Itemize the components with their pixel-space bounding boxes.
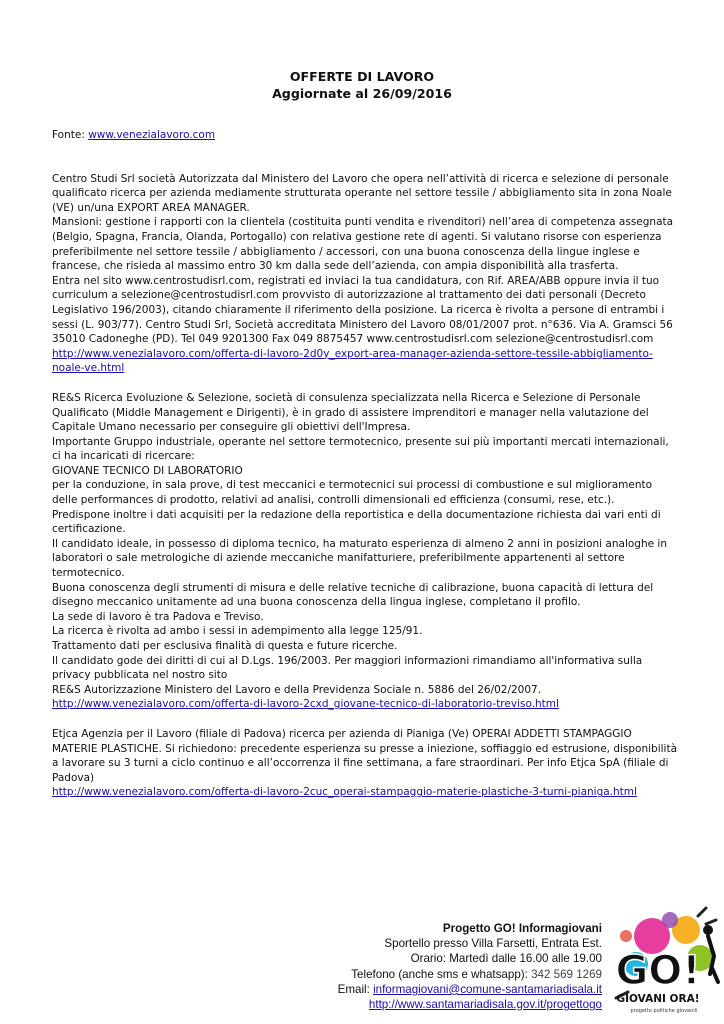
page-title: OFFERTE DI LAVORO	[289, 69, 435, 84]
footer-website-link[interactable]: http://www.santamariadisala.gov.it/progettogo	[368, 998, 602, 1012]
logo-go-text: GO!	[615, 948, 701, 994]
footer-phone-label: Telefono (anche sms e whatsapp):	[351, 967, 528, 981]
offer-paragraph: RE&S Autorizzazione Ministero del Lavoro e della Previdenza Sociale n. 5886 del 26/02/2007.	[52, 683, 542, 696]
offer-paragraph: Buona conoscenza degli strumenti di misura e delle relative tecniche di calibrazione, buona capacità di lettura del disegno meccanico unitamente ad una buona conoscenza della lingua inglese, completano il profilo.	[52, 581, 654, 609]
footer-email-line	[338, 982, 602, 997]
offer-paragraph: Importante Gruppo industriale, operante nel settore termotecnico, presente sui più importanti mercati internazionali, ci ha incaricati di ricercare:	[52, 435, 669, 463]
document-body	[52, 128, 678, 800]
source-link[interactable]: www.venezialavoro.com	[88, 129, 216, 141]
offer-paragraph: Trattamento dati per esclusiva finalità di questa e future ricerche.	[52, 640, 398, 652]
footer-hours: Orario: Martedì dalle 16.00 alle 19.00	[410, 952, 602, 966]
footer-email-label: Email:	[337, 982, 370, 996]
offer-position-title: GIOVANE TECNICO DI LABORATORIO	[52, 464, 243, 477]
footer-email-link[interactable]: informagiovani@comune-santamariadisala.it	[373, 982, 602, 996]
contact-footer	[338, 921, 602, 1012]
offer-link[interactable]: http://www.venezialavoro.com/offerta-di-lavoro-2cuc_operai-stampaggio-materie-plastiche-3-turni-pianiga.html	[52, 786, 637, 799]
offer-paragraph: La sede di lavoro è tra Padova e Treviso.	[52, 610, 264, 623]
job-offer-2	[52, 391, 678, 712]
source-label: Fonte:	[52, 129, 85, 141]
offer-link[interactable]: http://www.venezialavoro.com/offerta-di-lavoro-2d0y_export-area-manager-azienda-settore-tessile-abbigliamento-noale-ve.html	[52, 347, 653, 375]
source-line	[52, 128, 678, 143]
document-header	[0, 68, 724, 102]
offer-paragraph: Il candidato gode dei diritti di cui al D.Lgs. 196/2003. Per maggiori informazioni rimandiamo all'informativa sulla privacy pubblicata nel nostro sito	[52, 654, 643, 682]
footer-phone: 342 569 1269	[531, 967, 602, 981]
offer-paragraph: Mansioni: gestione i rapporti con la clientela (costituita punti vendita e rivenditori) nell’area di competenza assegnata (Belgio, Spagna, Francia, Olanda, Portogallo) con relativa gestione rete di agenti. Si valutano risorse con esperienza preferibilmente nel settore tessile / abbigliamento / accessori, con una buona conoscenza della lingue inglese e francese, che risieda al massimo entro 30 km dalla sede dell’azienda, con ampia disponibilità alla trasferta.	[52, 216, 674, 273]
offer-paragraph: Centro Studi Srl società Autorizzata dal Ministero del Lavoro che opera nell’attività di ricerca e selezione di personale qualificato ricerca per azienda mediamente strutturata operante nel settore tessile / abbigliamento sita in zona Noale (VE) un/una EXPORT AREA MANAGER.	[52, 172, 672, 214]
offer-link[interactable]: http://www.venezialavoro.com/offerta-di-lavoro-2cxd_giovane-tecnico-di-laboratorio-treviso.html	[52, 698, 559, 711]
footer-address: Sportello presso Villa Farsetti, Entrata Est.	[384, 937, 602, 951]
footer-title: Progetto GO! Informagiovani	[442, 922, 602, 935]
footer-phone-line	[338, 967, 602, 982]
logo-tagline: progetto politiche giovanili	[630, 1008, 698, 1014]
offer-paragraph: per la conduzione, in sala prove, di test meccanici e termotecnici sui processi di combustione e sul miglioramento delle performances di prodotto, relativi ad analisi, controlli dimensionali ed efficienza (consumi, rese, etc.).	[52, 479, 653, 507]
page-subtitle: Aggiornate al 26/09/2016	[272, 86, 452, 101]
offer-paragraph: Etjca Agenzia per il Lavoro (filiale di Padova) ricerca per azienda di Pianiga (Ve) OPERAI ADDETTI STAMPAGGIO MATERIE PLASTICHE. Si richiedono: precedente esperienza su presse a iniezione, soffiaggio ed estrusione, disponibilità a lavorare su 3 turni a ciclo continuo e all’occorrenza il fine settimana, a fare straordinari. Per info Etjca SpA (filiale di Padova)	[52, 727, 678, 784]
offer-paragraph: La ricerca è rivolta ad ambo i sessi in adempimento alla legge 125/91.	[52, 625, 423, 638]
go-giovani-ora-logo	[608, 906, 720, 1018]
logo-subtext: GIOVANI ORA!	[616, 993, 700, 1005]
offer-paragraph: Predispone inoltre i dati acquisiti per la redazione della reportistica e della documentazione richiesta dai vari enti di certificazione.	[52, 508, 661, 536]
offer-paragraph: Entra nel sito www.centrostudisrl.com, registrati ed inviaci la tua candidatura, con Rif. AREA/ABB oppure invia il tuo curriculum a selezione@centrostudisrl.com provvisto di autorizzazione al trattamento dei dati personali (Decreto Legislativo 196/2003), citando chiaramente il riferimento della posizione. La ricerca è rivolta a persone di entrambi i sessi (L. 903/77). Centro Studi Srl, Società accreditata Ministero del Lavoro 08/01/2007 prot. n°636. Via A. Gramsci 56 35010 Cadoneghe (PD). Tel 049 9201300 Fax 049 8875457 www.centrostudisrl.com selezione@centrostudisrl.com	[52, 274, 673, 346]
offer-paragraph: RE&S Ricerca Evoluzione & Selezione, società di consulenza specializzata nella Ricerca e Selezione di Personale Qualificato (Middle Management e Dirigenti), è in grado di assistere imprenditori e manager nella valutazione del Capitale Umano necessario per conseguire gli obiettivi dell'Impresa.	[52, 391, 649, 434]
offer-paragraph: Il candidato ideale, in possesso di diploma tecnico, ha maturato esperienza di almeno 2 anni in posizioni analoghe in laboratori o sale metrologiche di aziende meccaniche manifatturiere, preferibilmente appartenenti al settore termotecnico.	[52, 537, 667, 580]
job-offer-3	[52, 727, 678, 800]
job-offer-1	[52, 172, 678, 376]
